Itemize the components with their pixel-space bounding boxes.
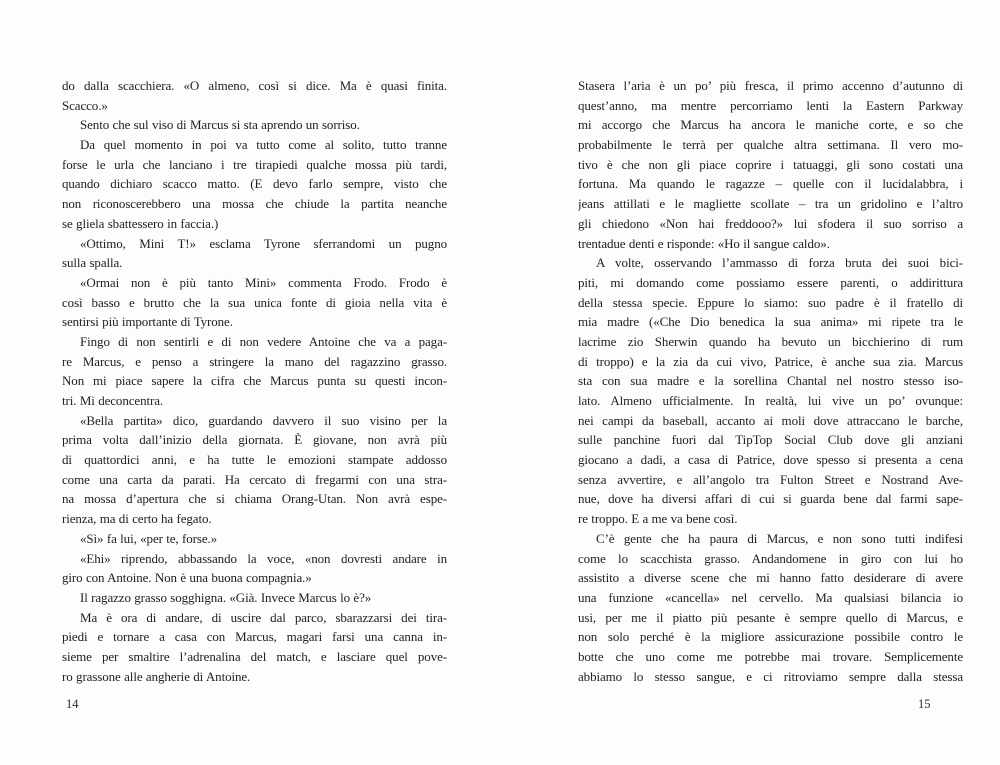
text-line: piti, mi domando come possiamo essere parenti, o addirittura (578, 274, 963, 290)
text-line: piedi e tornare a casa con Marcus, magari farsi una canna in- (62, 629, 447, 645)
text-line: giro con Antoine. Non è una buona compagnia.» (62, 570, 312, 586)
text-line: di troppo) e la zia da cui vivo, Patrice, è anche sua zia. Marcus (578, 353, 963, 369)
text-line: Fingo di non sentirli e di non vedere Antoine che va a paga- (80, 333, 447, 349)
text-line: «Ottimo, Mini T!» esclama Tyrone sferrandomi un pugno (80, 235, 447, 251)
text-line: lato. Almeno ufficialmente. In realtà, lui vive un po’ ovunque: (578, 393, 963, 408)
text-line: se gliela sbattessero in faccia.) (62, 215, 219, 231)
text-line: probabilmente le terrà per qualche altra settimana. Il vero mo- (578, 137, 963, 153)
text-line: quando dichiaro scacco matto. (E devo farlo sempre, visto che (62, 176, 447, 192)
text-line: una funzione «cancella» nel cervello. Ma qualsiasi bilancia io (578, 589, 963, 605)
text-line: mia madre («Che Dio benedica la sua anima» mi ripete tra le (578, 314, 963, 330)
text-line: abbiamo lo stesso sangue, e ci ritroviamo sempre dalla stessa (578, 668, 963, 684)
text-line: botte che uno come me potrebbe mai trovare. Semplicemente (578, 648, 963, 664)
text-line: Da quel momento in poi va tutto come al solito, tutto tranne (80, 137, 447, 153)
text-line: giocano a dadi, a casa di Patrice, dove spesso si presenta a cena (578, 452, 963, 468)
text-line: rienza, ma di certo ha fegato. (62, 511, 212, 527)
text-line: Non mi piace sapere la cifra che Marcus punta su questi incon- (62, 373, 447, 389)
text-line: fortuna. Ma quando le ragazze – quelle con il lucidalabbra, i (578, 176, 963, 192)
text-line: gli chiedono «Non hai freddooo?» lui sfodera il suo sorriso a (578, 215, 963, 231)
text-line: ro grassone alle angherie di Antoine. (62, 668, 251, 684)
text-line: Il ragazzo grasso sogghigna. «Già. Invece Marcus lo è?» (80, 589, 372, 605)
page-number-right: 15 (918, 697, 931, 711)
text-line: sulla spalla. (62, 255, 123, 271)
text-line: sta con sua madre e la sorellina Chantal nel nostro stesso iso- (578, 373, 963, 389)
page-right-text-column (578, 76, 963, 686)
text-line: sentirsi più importante di Tyrone. (62, 314, 233, 330)
text-line: senza avvertire, e all’angolo tra Fulton Street e Nostrand Ave- (578, 471, 963, 487)
text-line: Ma è ora di andare, di uscire dal parco, sbarazzarsi dei tira- (80, 609, 447, 625)
text-line: sulle panchine fuori dal TipTop Social Club dove gli anziani (578, 432, 963, 448)
text-line: na mossa d’apertura che si chiama Orang-Utan. Non avrà espe- (62, 491, 447, 507)
text-line: della stessa specie. Eppure lo siamo: suo padre è il fratello di (578, 294, 963, 310)
text-line: forse le urla che lanciano i tre tirapiedi qualche mossa più tardi, (62, 156, 447, 172)
text-line: prima volta dall’inizio della giornata. È giovane, non avrà più (62, 432, 447, 448)
text-line: C’è gente che ha paura di Marcus, e non sono tutti indifesi (596, 530, 963, 546)
text-line: Sento che sul viso di Marcus si sta aprendo un sorriso. (80, 117, 360, 133)
page-left-text-column (62, 76, 447, 686)
text-line: non solo perché è la migliore assicurazione possibile contro le (578, 629, 963, 645)
text-line: A volte, osservando l’ammasso di forza bruta dei suoi bici- (596, 255, 963, 271)
text-line: così basso e brutto che la sua unica fonte di gioia nella vita è (62, 294, 447, 310)
page-number-left: 14 (66, 697, 79, 711)
text-line: Scacco.» (62, 97, 108, 113)
text-line: Stasera l’aria è un po’ più fresca, il primo accenno d’autunno di (578, 78, 963, 93)
text-line: di quattordici anni, e ha tutte le emozioni stampate addosso (62, 452, 447, 468)
text-line: «Bella partita» dico, guardando davvero il suo visino per la (80, 412, 447, 428)
text-line: do dalla scacchiera. «O almeno, così si dice. Ma è quasi finita. (62, 78, 447, 93)
text-line: «Ormai non è più tanto Mini» commenta Frodo. Frodo è (80, 274, 447, 290)
text-line: re troppo. E a me va bene così. (578, 511, 738, 527)
text-line: lacrime zio Sherwin quando ha bevuto un bicchierino di rum (578, 333, 963, 349)
text-line: mi accorgo che Marcus ha ancora le maniche corte, e so che (578, 117, 963, 133)
text-line: «Sì» fa lui, «per te, forse.» (80, 530, 218, 546)
text-line: assistito a diverse scene che mi hanno fatto desiderare di avere (578, 570, 963, 586)
text-line: tri. Mi deconcentra. (62, 393, 164, 408)
text-line: quest’anno, ma mentre percorriamo lenti la Eastern Parkway (578, 97, 963, 113)
text-line: trentadue denti e risponde: «Ho il sangue caldo». (578, 235, 830, 251)
text-line: sieme per smaltire l’adrenalina del match, e lasciare quel pove- (62, 648, 447, 664)
text-line: «Ehi» riprendo, abbassando la voce, «non dovresti andare in (80, 550, 447, 566)
text-line: jeans attillati e le magliette scollate – tra un gridolino e l’altro (578, 196, 963, 212)
text-line: come una carta da parati. Ha cercato di fregarmi con una stra- (62, 471, 447, 487)
text-line: re Marcus, e penso a stringere la mano del ragazzino grasso. (62, 353, 447, 369)
text-line: non riconoscerebbero una mossa che chiude la partita neanche (62, 196, 447, 212)
text-line: nue, dove ha diversi affari di cui si guarda bene dal farmi sape- (578, 491, 963, 507)
text-line: usi, per me il piatto più pesante è sempre quello di Marcus, e (578, 609, 963, 625)
text-line: come lo scacchista grasso. Andandomene in giro con lui ho (578, 550, 963, 566)
text-line: tivo è che non gli piace coprire i tatuaggi, gli sono costati una (578, 156, 963, 172)
text-line: nei campi da baseball, accanto ai moli dove attraccano le barche, (578, 412, 963, 428)
